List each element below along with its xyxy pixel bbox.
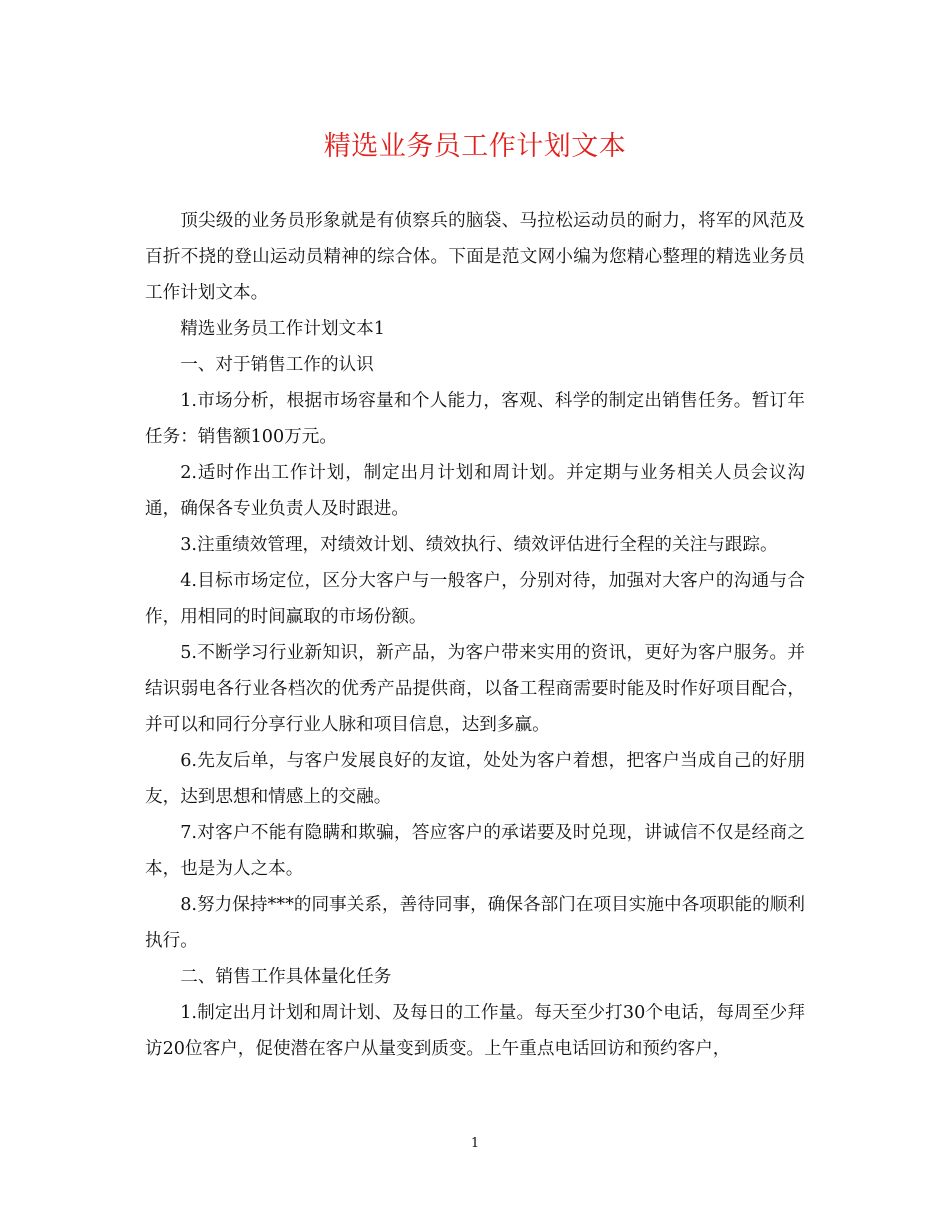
section-heading-quantified-tasks: 二、销售工作具体量化任务 — [180, 967, 392, 987]
list-item-6: 6.先友后单，与客户发展良好的友谊，处处为客户着想，把客户当成自己的好朋友，达到思想和情感上的交融。 — [145, 751, 805, 807]
list-item-2: 2.适时作出工作计划，制定出月计划和周计划。并定期与业务相关人员会议沟通，确保各专业负责人及时跟进。 — [145, 463, 805, 519]
intro-paragraph: 顶尖级的业务员形象就是有侦察兵的脑袋、马拉松运动员的耐力，将军的风范及百折不挠的登山运动员精神的综合体。下面是范文网小编为您精心整理的精选业务员工作计划文本。 — [145, 211, 805, 303]
list-item-8: 8.努力保持***的同事关系，善待同事，确保各部门在项目实施中各项职能的顺利执行。 — [145, 895, 805, 951]
document-title: 精选业务员工作计划文本 — [323, 131, 627, 162]
list-item-7: 7.对客户不能有隐瞒和欺骗，答应客户的承诺要及时兑现，讲诚信不仅是经商之本，也是为人之本。 — [145, 823, 805, 879]
list-item-5: 5.不断学习行业新知识，新产品，为客户带来实用的资讯，更好为客户服务。并结识弱电各行业各档次的优秀产品提供商，以备工程商需要时能及时作好项目配合，并可以和同行分享行业人脉和项目信息，达到多赢。 — [145, 643, 805, 735]
section-heading-text-1: 精选业务员工作计划文本1 — [180, 319, 385, 339]
document-body — [145, 203, 805, 1067]
list-item-1: 1.市场分析，根据市场容量和个人能力，客观、科学的制定出销售任务。暂订年任务：销售额100万元。 — [145, 391, 805, 447]
section-heading-sales-understanding: 一、对于销售工作的认识 — [180, 355, 374, 375]
page-number: 1 — [470, 1136, 480, 1151]
list-item-4: 4.目标市场定位，区分大客户与一般客户，分别对待，加强对大客户的沟通与合作，用相同的时间赢取的市场份额。 — [145, 571, 805, 627]
list-item-3: 3.注重绩效管理，对绩效计划、绩效执行、绩效评估进行全程的关注与跟踪。 — [180, 535, 778, 555]
task-item-1: 1.制定出月计划和周计划、及每日的工作量。每天至少打30个电话，每周至少拜访20位客户，促使潜在客户从量变到质变。上午重点电话回访和预约客户， — [145, 1003, 805, 1059]
